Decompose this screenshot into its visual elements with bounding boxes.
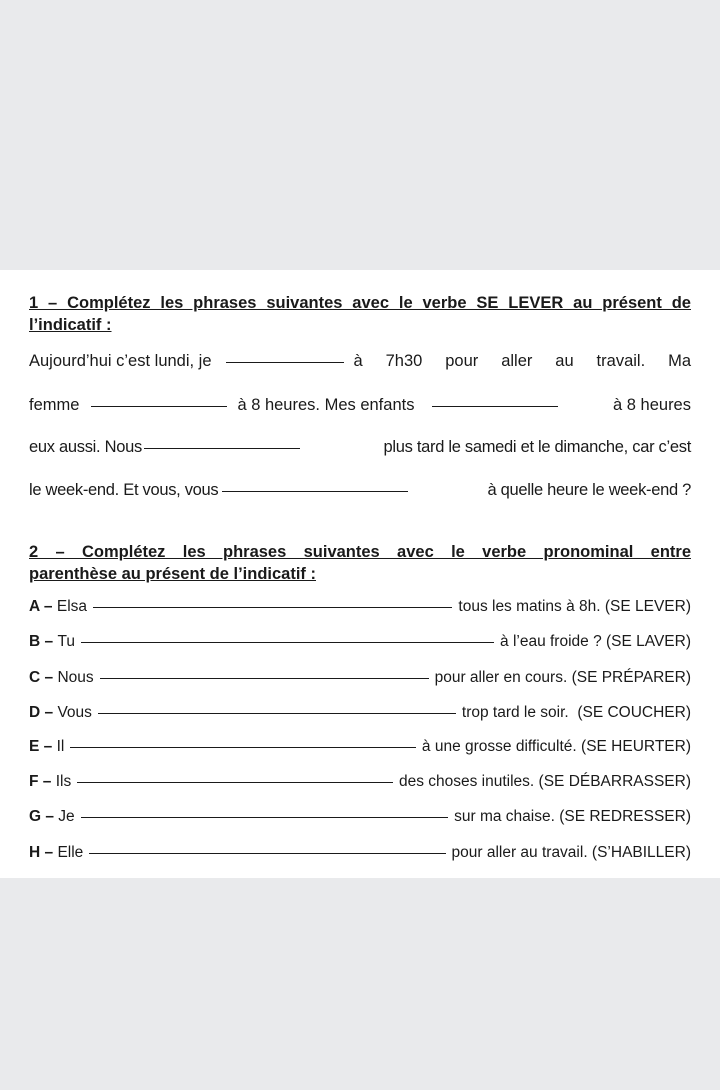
answer-blank[interactable] bbox=[226, 361, 344, 363]
item-subject: Nous bbox=[57, 669, 94, 686]
item-ending: tous les matins à 8h. (SE LEVER) bbox=[458, 598, 691, 615]
answer-blank[interactable] bbox=[70, 746, 416, 748]
answer-blank[interactable] bbox=[144, 447, 300, 449]
exercise1-title-line2: l’indicatif : bbox=[29, 316, 112, 334]
answer-blank[interactable] bbox=[222, 490, 408, 492]
item-letter: B – bbox=[29, 633, 54, 650]
exercise1-text: à 8 heures. Mes enfants bbox=[237, 396, 415, 414]
exercise1-line bbox=[29, 438, 691, 457]
item-letter: H – bbox=[29, 844, 54, 861]
exercise1-text: à 7h30 pour aller au travail. Ma bbox=[353, 352, 691, 370]
item-subject: Ils bbox=[55, 773, 72, 790]
item-ending: pour aller en cours. (SE PRÉPARER) bbox=[434, 669, 691, 686]
item-subject: Il bbox=[56, 738, 65, 755]
exercise2-item bbox=[29, 633, 691, 651]
exercise2-item bbox=[29, 598, 691, 616]
answer-blank[interactable] bbox=[77, 781, 393, 783]
exercise2-title-line2: parenthèse au présent de l’indicatif : bbox=[29, 565, 316, 583]
exercise1-text: femme bbox=[29, 396, 80, 414]
exercise1-text: eux aussi. Nous bbox=[29, 438, 142, 456]
answer-blank[interactable] bbox=[93, 606, 452, 608]
item-letter: D – bbox=[29, 704, 54, 721]
exercise1-line bbox=[29, 481, 691, 500]
item-ending: à l’eau froide ? (SE LAVER) bbox=[500, 633, 691, 650]
item-ending: des choses inutiles. (SE DÉBARRASSER) bbox=[398, 773, 691, 790]
item-ending: pour aller au travail. (S’HABILLER) bbox=[451, 844, 691, 861]
item-letter: A – bbox=[29, 598, 53, 615]
exercise1-title-line1: 1 – Complétez les phrases suivantes avec le verbe SE LEVER au présent de bbox=[29, 294, 691, 312]
item-letter: F – bbox=[29, 773, 52, 790]
exercise1-text: à 8 heures bbox=[613, 396, 691, 414]
exercise1-line bbox=[29, 396, 691, 415]
exercise2-item bbox=[29, 669, 691, 687]
item-subject: Elsa bbox=[56, 598, 88, 615]
exercise1-line bbox=[29, 352, 691, 371]
exercise2-item bbox=[29, 844, 691, 862]
exercise2-item bbox=[29, 773, 691, 791]
item-ending: trop tard le soir. (SE COUCHER) bbox=[461, 704, 691, 721]
answer-blank[interactable] bbox=[100, 677, 429, 679]
answer-blank[interactable] bbox=[81, 641, 494, 643]
item-letter: C – bbox=[29, 669, 54, 686]
item-ending: à une grosse difficulté. (SE HEURTER) bbox=[421, 738, 691, 755]
item-subject: Tu bbox=[57, 633, 75, 650]
answer-blank[interactable] bbox=[91, 405, 227, 407]
answer-blank[interactable] bbox=[432, 405, 558, 407]
item-subject: Je bbox=[58, 808, 75, 825]
exercise2-title-line1: 2 – Complétez les phrases suivantes avec le verbe pronominal entre bbox=[29, 543, 691, 561]
exercise2-item bbox=[29, 704, 691, 722]
exercise1-heading bbox=[29, 292, 691, 336]
item-subject: Vous bbox=[57, 704, 92, 721]
exercise1-text: Aujourd’hui c’est lundi, je bbox=[29, 352, 212, 370]
answer-blank[interactable] bbox=[81, 816, 448, 818]
exercise2-item bbox=[29, 738, 691, 756]
exercise1-text: à quelle heure le week-end ? bbox=[487, 481, 691, 499]
answer-blank[interactable] bbox=[89, 852, 445, 854]
exercise2-heading bbox=[29, 541, 691, 585]
item-subject: Elle bbox=[57, 844, 84, 861]
item-letter: E – bbox=[29, 738, 53, 755]
exercise2-item bbox=[29, 808, 691, 826]
item-ending: sur ma chaise. (SE REDRESSER) bbox=[454, 808, 691, 825]
item-letter: G – bbox=[29, 808, 54, 825]
answer-blank[interactable] bbox=[98, 712, 456, 714]
exercise1-text: le week-end. Et vous, vous bbox=[29, 481, 219, 499]
exercise1-text: plus tard le samedi et le dimanche, car c’est bbox=[383, 438, 691, 456]
